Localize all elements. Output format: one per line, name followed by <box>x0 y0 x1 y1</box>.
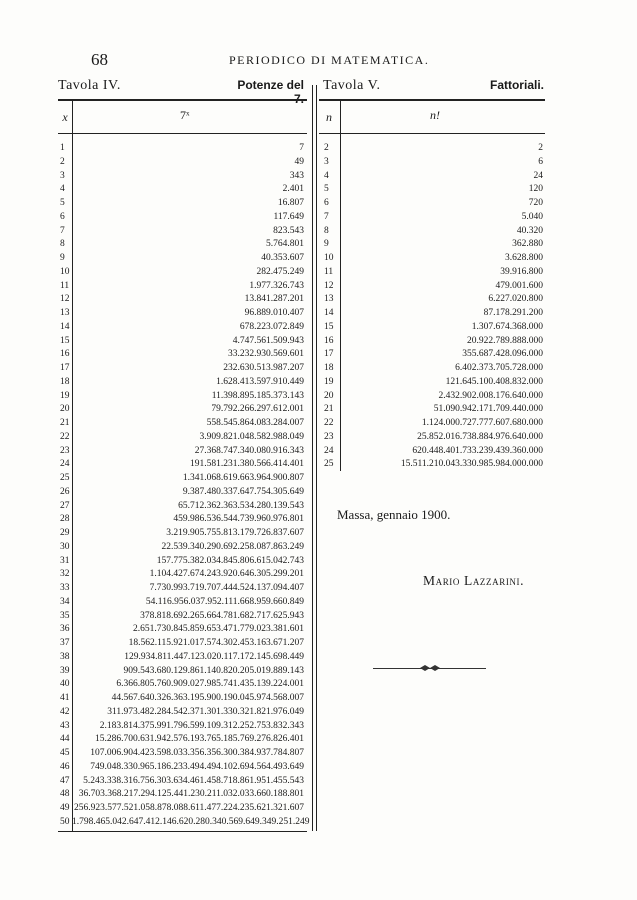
t4-value-cell: 157.775.382.034.845.806.615.042.743 <box>156 555 304 566</box>
t4-value-cell: 117.649 <box>273 211 304 222</box>
table-iv-top-rule <box>58 99 307 101</box>
t5-value-cell: 2 <box>538 143 543 153</box>
table-iv-header-power: 7ˣ <box>180 108 190 122</box>
t4-index-cell: 42 <box>60 706 70 717</box>
t5-value-cell: 6.402.373.705.728.000 <box>455 363 543 373</box>
t4-value-cell: 311.973.482.284.542.371.301.330.321.821.976.049 <box>107 706 304 717</box>
t4-value-cell: 4.747.561.509.943 <box>232 335 304 346</box>
table-iv-label: Tavola IV. <box>58 78 121 93</box>
t4-value-cell: 18.562.115.921.017.574.302.453.163.671.207 <box>128 638 304 648</box>
t4-value-cell: 16.807 <box>277 198 304 208</box>
t5-value-cell: 362.880 <box>512 239 543 250</box>
table-iv-bottom-rule <box>58 831 307 832</box>
ornament-diamond-icon <box>420 665 440 671</box>
t4-value-cell: 558.545.864.083.284.007 <box>206 418 304 428</box>
t5-index-cell: 21 <box>324 404 334 415</box>
t5-index-cell: 5 <box>324 184 329 195</box>
t5-value-cell: 40.320 <box>516 225 543 236</box>
t4-value-cell: 2.401 <box>282 184 304 195</box>
t4-value-cell: 9.387.480.337.647.754.305.649 <box>182 486 304 497</box>
t5-index-cell: 15 <box>324 321 334 332</box>
t5-index-cell: 8 <box>324 225 329 236</box>
t5-value-cell: 2.432.902.008.176.640.000 <box>438 390 543 401</box>
t5-index-cell: 12 <box>324 280 334 291</box>
table-v-top-rule <box>319 99 545 101</box>
t4-index-cell: 13 <box>60 308 70 318</box>
t4-index-cell: 35 <box>60 610 70 621</box>
t4-value-cell: 54.116.956.037.952.111.668.959.660.849 <box>145 596 304 607</box>
t5-value-cell: 3.628.800 <box>505 253 543 263</box>
table-v-header-n: n <box>326 110 332 124</box>
page-number: 68 <box>91 50 108 69</box>
t5-index-cell: 11 <box>324 266 334 277</box>
t4-index-cell: 16 <box>60 349 70 360</box>
t4-index-cell: 9 <box>60 253 65 263</box>
table-iv-header-rule <box>58 133 307 134</box>
t5-index-cell: 14 <box>324 308 334 318</box>
t4-value-cell: 678.223.072.849 <box>239 321 304 332</box>
t4-index-cell: 23 <box>60 445 70 456</box>
t4-index-cell: 30 <box>60 541 70 552</box>
t4-value-cell: 11.398.895.185.373.143 <box>211 390 304 401</box>
t5-index-cell: 13 <box>324 294 334 305</box>
t4-value-cell: 749.048.330.965.186.233.494.494.102.694.564.493.649 <box>90 761 304 772</box>
t5-index-cell: 6 <box>324 198 329 208</box>
t5-value-cell: 6 <box>538 156 543 167</box>
t4-index-cell: 33 <box>60 583 70 593</box>
t4-value-cell: 44.567.640.326.363.195.900.190.045.974.568.007 <box>111 693 304 703</box>
t5-value-cell: 87.178.291.200 <box>483 308 543 318</box>
t4-value-cell: 343 <box>289 170 304 181</box>
t4-value-cell: 5.764.801 <box>266 239 304 250</box>
t4-value-cell: 40.353.607 <box>261 253 304 263</box>
t4-index-cell: 18 <box>60 376 70 387</box>
t4-index-cell: 37 <box>60 638 70 648</box>
t4-index-cell: 47 <box>60 775 70 786</box>
t4-index-cell: 48 <box>60 789 70 800</box>
t4-value-cell: 1.977.326.743 <box>249 280 304 291</box>
t4-index-cell: 5 <box>60 198 65 208</box>
t4-value-cell: 232.630.513.987.207 <box>223 363 304 373</box>
t4-value-cell: 65.712.362.363.534.280.139.543 <box>178 500 304 511</box>
t4-index-cell: 24 <box>60 459 70 470</box>
t4-index-cell: 31 <box>60 555 70 566</box>
t4-index-cell: 43 <box>60 720 70 731</box>
t4-index-cell: 26 <box>60 486 70 497</box>
t5-value-cell: 51.090.942.171.709.440.000 <box>433 404 543 415</box>
t4-value-cell: 2.183.814.375.991.796.599.109.312.252.753.832.343 <box>99 720 304 731</box>
place-date: Massa, gennaio 1900. <box>337 507 451 522</box>
table-v-subtitle: Fattoriali. <box>489 78 544 92</box>
running-title: PERIODICO DI MATEMATICA. <box>229 53 430 67</box>
t5-value-cell: 1.124.000.727.777.607.680.000 <box>421 418 543 428</box>
t4-index-cell: 14 <box>60 321 70 332</box>
t5-value-cell: 620.448.401.733.239.439.360.000 <box>412 445 543 456</box>
t4-index-cell: 45 <box>60 748 70 758</box>
table-v-header-rule <box>319 133 545 134</box>
t5-value-cell: 5.040 <box>521 211 543 222</box>
t4-index-cell: 8 <box>60 239 65 250</box>
t5-index-cell: 23 <box>324 431 334 442</box>
t5-index-cell: 9 <box>324 239 329 250</box>
t4-index-cell: 34 <box>60 596 70 607</box>
t5-index-cell: 17 <box>324 349 334 360</box>
t4-value-cell: 909.543.680.129.861.140.820.205.019.889.143 <box>123 665 304 676</box>
t5-index-cell: 20 <box>324 390 334 401</box>
t4-value-cell: 1.104.427.674.243.920.646.305.299.201 <box>149 569 304 580</box>
t4-value-cell: 49 <box>294 156 304 167</box>
t4-value-cell: 96.889.010.407 <box>244 308 304 318</box>
t4-value-cell: 22.539.340.290.692.258.087.863.249 <box>161 541 304 552</box>
t4-value-cell: 1.341.068.619.663.964.900.807 <box>182 473 304 483</box>
t4-index-cell: 36 <box>60 624 70 635</box>
table-v-label: Tavola V. <box>323 78 381 93</box>
t4-value-cell: 191.581.231.380.566.414.401 <box>190 459 304 470</box>
table-separator-rule <box>316 85 317 831</box>
t5-value-cell: 39.916.800 <box>500 266 543 277</box>
t4-index-cell: 15 <box>60 335 70 346</box>
t4-value-cell: 129.934.811.447.123.020.117.172.145.698.449 <box>124 651 304 662</box>
t4-index-cell: 21 <box>60 418 70 428</box>
table-iv-subtitle: Potenze del <box>237 78 304 92</box>
t5-index-cell: 25 <box>324 459 334 470</box>
t4-value-cell: 5.243.338.316.756.303.634.461.458.718.861.951.455.543 <box>83 775 304 786</box>
t4-value-cell: 3.909.821.048.582.988.049 <box>199 431 304 442</box>
t4-index-cell: 2 <box>60 156 65 167</box>
t4-value-cell: 1.628.413.597.910.449 <box>216 376 304 387</box>
t5-value-cell: 479.001.600 <box>495 280 543 291</box>
t4-index-cell: 20 <box>60 404 70 415</box>
t4-index-cell: 44 <box>60 734 70 745</box>
t4-index-cell: 50 <box>60 816 70 827</box>
t5-index-cell: 10 <box>324 253 334 263</box>
table-v-column-rule <box>340 101 341 471</box>
t4-value-cell: 378.818.692.265.664.781.682.717.625.943 <box>140 610 304 621</box>
t4-value-cell: 79.792.266.297.612.001 <box>211 404 304 415</box>
t4-value-cell: 15.286.700.631.942.576.193.765.185.769.276.826.401 <box>95 734 304 745</box>
t4-index-cell: 6 <box>60 211 65 222</box>
t4-index-cell: 29 <box>60 528 70 538</box>
t4-index-cell: 41 <box>60 693 70 703</box>
t4-index-cell: 40 <box>60 679 70 690</box>
table-v-header-factorial: n! <box>430 108 440 122</box>
t5-value-cell: 6.227.020.800 <box>488 294 543 305</box>
t5-value-cell: 720 <box>528 198 543 208</box>
t4-value-cell: 6.366.805.760.909.027.985.741.435.139.224.001 <box>116 679 304 690</box>
t5-value-cell: 15.511.210.043.330.985.984.000.000 <box>400 459 543 470</box>
t4-value-cell: 107.006.904.423.598.033.356.356.300.384.937.784.807 <box>90 748 304 758</box>
t5-value-cell: 120 <box>528 184 543 195</box>
t4-index-cell: 11 <box>60 280 70 291</box>
t5-index-cell: 22 <box>324 418 334 428</box>
t5-value-cell: 24 <box>533 170 543 181</box>
t4-index-cell: 46 <box>60 761 70 772</box>
t4-index-cell: 17 <box>60 363 70 373</box>
t4-index-cell: 1 <box>60 143 65 153</box>
t4-value-cell: 3.219.905.755.813.179.726.837.607 <box>166 528 304 538</box>
t4-index-cell: 19 <box>60 390 70 401</box>
t4-index-cell: 49 <box>60 803 70 813</box>
t5-value-cell: 121.645.100.408.832.000 <box>445 376 543 387</box>
t5-value-cell: 25.852.016.738.884.976.640.000 <box>417 431 543 442</box>
t4-index-cell: 10 <box>60 266 70 277</box>
t5-value-cell: 1.307.674.368.000 <box>471 321 543 332</box>
t4-index-cell: 28 <box>60 514 70 525</box>
t4-value-cell: 33.232.930.569.601 <box>228 349 304 360</box>
t4-value-cell: 27.368.747.340.080.916.343 <box>194 445 304 456</box>
t4-value-cell: 256.923.577.521.058.878.088.611.477.224.235.621.321.607 <box>73 803 304 813</box>
table-iv-header-x: x <box>62 110 68 124</box>
t5-index-cell: 2 <box>324 143 329 153</box>
t4-index-cell: 4 <box>60 184 65 195</box>
t4-index-cell: 32 <box>60 569 70 580</box>
t4-index-cell: 22 <box>60 431 70 442</box>
t4-value-cell: 282.475.249 <box>256 266 304 277</box>
t5-index-cell: 18 <box>324 363 334 373</box>
t4-value-cell: 459.986.536.544.739.960.976.801 <box>173 514 304 525</box>
t4-value-cell: 36.703.368.217.294.125.441.230.211.032.033.660.188.801 <box>78 789 304 800</box>
t4-index-cell: 38 <box>60 651 70 662</box>
t5-index-cell: 16 <box>324 335 334 346</box>
t4-index-cell: 3 <box>60 170 65 181</box>
t4-value-cell: 7.730.993.719.707.444.524.137.094.407 <box>149 583 304 593</box>
t5-index-cell: 19 <box>324 376 334 387</box>
t4-value-cell: 823.543 <box>273 225 304 236</box>
t4-value-cell: 2.651.730.845.859.653.471.779.023.381.601 <box>133 624 304 635</box>
t5-index-cell: 3 <box>324 156 329 167</box>
t5-index-cell: 24 <box>324 445 334 456</box>
t5-value-cell: 355.687.428.096.000 <box>462 349 543 360</box>
t4-value-cell: 1.798.465.042.647.412.146.620.280.340.569.649.349.251.249 <box>72 816 310 827</box>
t4-index-cell: 12 <box>60 294 70 305</box>
t4-value-cell: 13.841.287.201 <box>244 294 304 305</box>
t5-index-cell: 4 <box>324 170 329 181</box>
t5-index-cell: 7 <box>324 211 329 222</box>
t4-index-cell: 25 <box>60 473 70 483</box>
table-separator-rule <box>312 85 313 831</box>
t4-index-cell: 27 <box>60 500 70 511</box>
t4-index-cell: 39 <box>60 665 70 676</box>
t5-value-cell: 20.922.789.888.000 <box>467 335 543 346</box>
author-signature: Mario Lazzarini. <box>423 573 525 588</box>
t4-index-cell: 7 <box>60 225 65 236</box>
t4-value-cell: 7 <box>299 143 304 153</box>
